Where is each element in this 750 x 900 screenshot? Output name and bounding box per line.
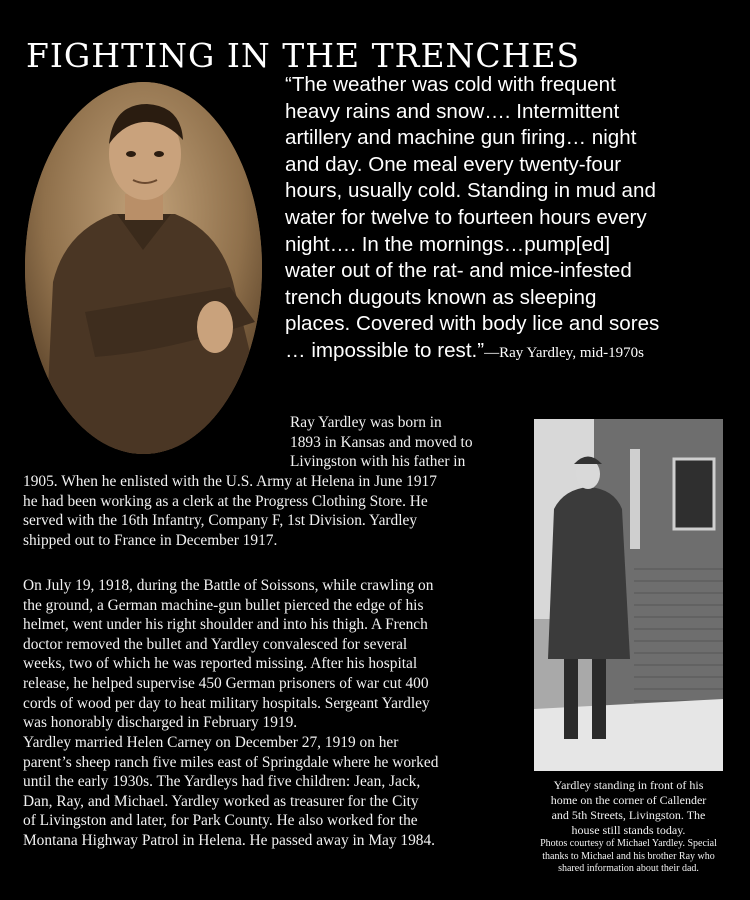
body-line: 1893 in Kansas and moved to <box>290 433 473 451</box>
house-photo <box>534 419 723 771</box>
body-line: cords of wood per day to heat military hospitals. Sergeant Yardley <box>23 694 430 712</box>
credit-line: Photos courtesy of Michael Yardley. Special <box>540 838 717 849</box>
body-line: until the early 1930s. The Yardleys had five children: Jean, Jack, <box>23 773 421 791</box>
quote-attribution: —Ray Yardley, mid-1970s <box>484 344 644 361</box>
page-title: FIGHTING IN THE TRENCHES <box>26 36 581 76</box>
quote-line: … impossible to rest.” <box>285 338 485 362</box>
soldier-portrait-illustration <box>25 82 262 454</box>
body-line: helmet, went under his right shoulder and into his thigh. A French <box>23 616 428 634</box>
body-line: Dan, Ray, and Michael. Yardley worked as treasurer for the City <box>23 792 419 810</box>
quote-line: trench dugouts known as sleeping <box>285 285 597 309</box>
credit-line: shared information about their dad. <box>558 863 699 874</box>
body-line: served with the 16th Infantry, Company F, 1st Division. Yardley <box>23 512 418 530</box>
credit-line: thanks to Michael and his brother Ray who <box>542 850 715 862</box>
body-paragraph-1-top <box>290 413 530 472</box>
body-line: shipped out to France in December 1917. <box>23 531 278 549</box>
caption-line: house still stands today. <box>571 823 686 837</box>
quote-line: heavy rains and snow…. Intermittent <box>285 99 620 123</box>
quote-line: artillery and machine gun firing… night <box>285 126 637 150</box>
body-line: weeks, two of which he was reported missing. After his hospital <box>23 655 418 673</box>
body-line: Ray Yardley was born in <box>290 414 442 431</box>
body-paragraph-3 <box>23 733 528 851</box>
quote-line: and day. One meal every twenty-four <box>285 152 622 176</box>
body-line: Yardley married Helen Carney on December 27, 1919 on her <box>23 734 399 751</box>
body-line: release, he helped supervise 450 German prisoners of war cut 400 <box>23 674 429 692</box>
photo-caption <box>534 778 723 876</box>
body-paragraph-1 <box>23 472 528 550</box>
quote-line: night…. In the mornings…pump[ed] <box>285 232 611 256</box>
quote-line: hours, usually cold. Standing in mud and <box>285 179 656 203</box>
body-line: was honorably discharged in February 1919. <box>23 714 298 732</box>
body-line: doctor removed the bullet and Yardley convalesced for several <box>23 635 408 653</box>
caption-line: home on the corner of Callender <box>550 793 707 807</box>
body-paragraph-2 <box>23 576 528 733</box>
soldier-at-house-illustration <box>534 419 723 771</box>
quote-last-line <box>285 338 730 367</box>
body-line: 1905. When he enlisted with the U.S. Army at Helena in June 1917 <box>23 473 437 490</box>
body-line: the ground, a German machine-gun bullet pierced the edge of his <box>23 596 424 614</box>
body-line: parent’s sheep ranch five miles east of Springdale where he worked <box>23 753 439 771</box>
body-line: On July 19, 1918, during the Battle of Soissons, while crawling on <box>23 577 434 594</box>
quote-line: places. Covered with body lice and sores <box>285 312 660 336</box>
caption-line: Yardley standing in front of his <box>553 778 704 792</box>
body-line: of Livingston and later, for Park County. He also worked for the <box>23 812 418 830</box>
quote-block <box>285 72 730 367</box>
quote-line: “The weather was cold with frequent <box>285 73 616 96</box>
body-line: he had been working as a clerk at the Progress Clothing Store. He <box>23 492 428 510</box>
quote-line: water out of the rat- and mice-infested <box>285 259 632 283</box>
body-line: Livingston with his father in <box>290 453 466 471</box>
quote-line: water for twelve to fourteen hours every <box>285 205 647 229</box>
caption-line: and 5th Streets, Livingston. The <box>551 808 706 822</box>
portrait-photo <box>25 82 262 454</box>
body-line: Montana Highway Patrol in Helena. He passed away in May 1984. <box>23 831 436 849</box>
photo-credits <box>534 838 723 876</box>
